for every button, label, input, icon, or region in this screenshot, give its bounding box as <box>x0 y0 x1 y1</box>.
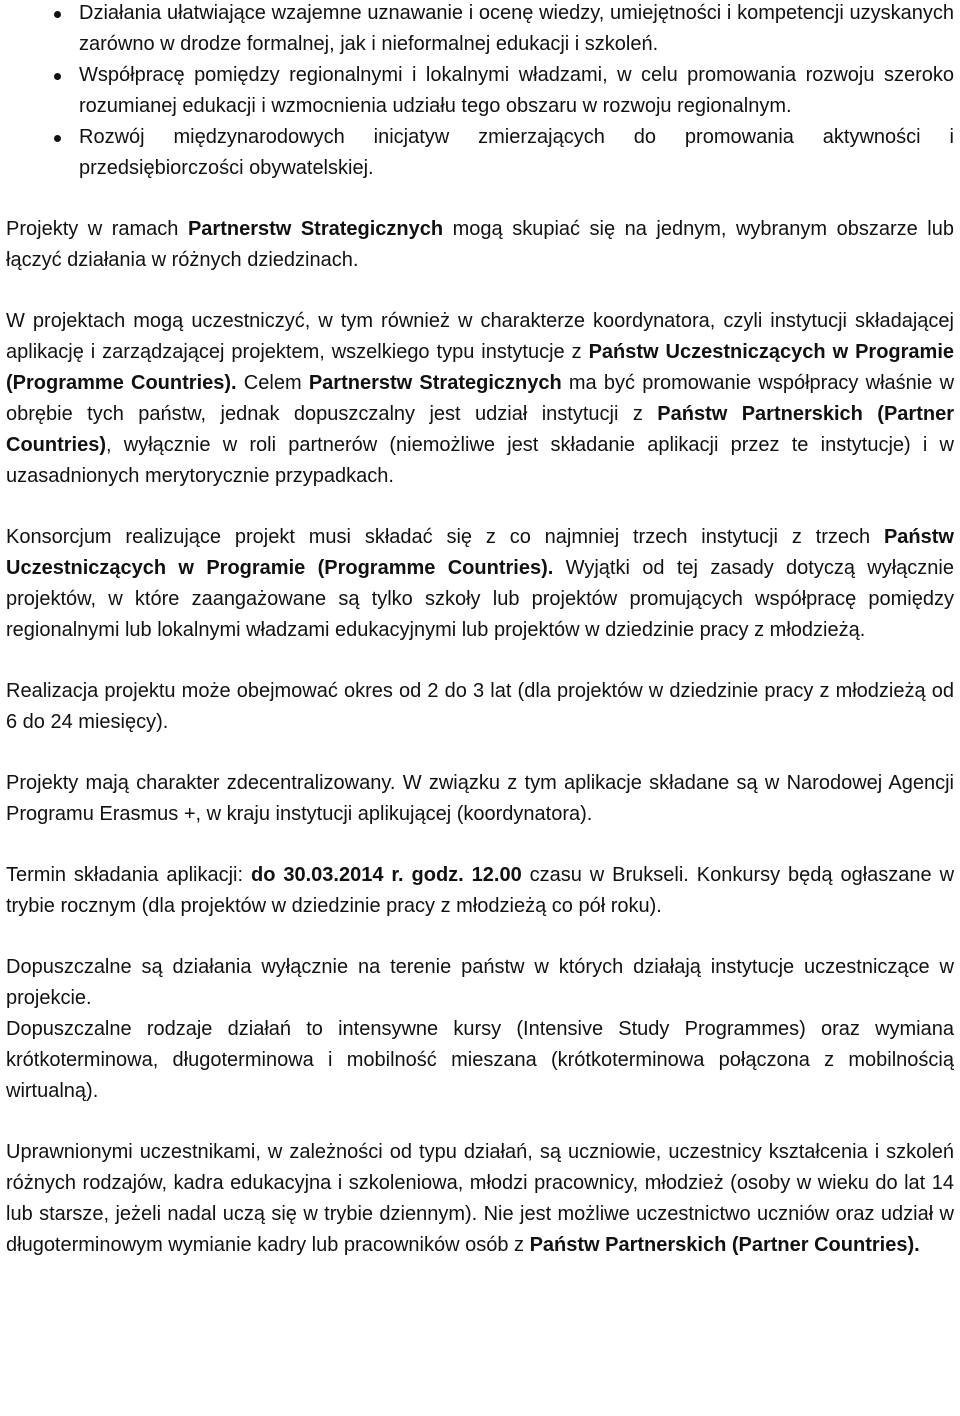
text-run: czasu w Brukseli. Konkursy będą ogłaszane w trybie rocznym (dla projektów w dziedzinie pracy z młodzieżą co pół roku). <box>6 864 955 917</box>
bullet-list <box>6 0 954 184</box>
text-run: Termin składania aplikacji: <box>6 864 251 886</box>
bullet-icon <box>54 73 61 80</box>
spacer <box>6 276 954 306</box>
bullet-text: Rozwój międzynarodowych inicjatyw zmierzających do promowania aktywności i przedsiębiorczości obywatelskiej. <box>79 126 954 179</box>
list-item <box>6 122 954 184</box>
list-item <box>6 60 954 122</box>
bold-run: Państw Uczestniczących w Programie (Programme Countries). <box>6 526 954 579</box>
text-run: Celem <box>236 372 309 394</box>
paragraph-partnerships-scope <box>6 214 954 276</box>
list-item <box>6 0 954 60</box>
paragraph-duration: Realizacja projektu może obejmować okres od 2 do 3 lat (dla projektów w dziedzinie pracy z młodzieżą od 6 do 24 miesięcy). <box>6 680 954 733</box>
text-run: Konsorcjum realizujące projekt musi składać się z co najmniej trzech instytucji z trzech <box>6 526 884 548</box>
paragraph-eligible-participants <box>6 1137 954 1261</box>
paragraph-participants <box>6 306 954 492</box>
bullet-icon <box>54 11 61 18</box>
text-run: ma być promowanie współpracy właśnie w obrębie tych państw, jednak dopuszczalny jest udział instytucji z <box>6 372 955 425</box>
bold-run: Partnerstw Strategicznych <box>308 372 562 394</box>
bold-run: Państw Uczestniczących w Programie (Programme Countries). <box>6 341 955 394</box>
text-run: W projektach mogą uczestniczyć, w tym również w charakterze koordynatora, czyli instytucji składającej aplikację i zarządzającej projektem, wszelkiego typu instytucje z <box>6 310 954 363</box>
spacer <box>6 830 954 860</box>
text-run: Uprawnionymi uczestnikami, w zależności od typu działań, są uczniowie, uczestnicy kształcenia i szkoleń różnych rodzajów, kadra edukacyjna i szkoleniowa, młodzi pracownicy, młodzież (osoby w wieku do lat 14 lub starsze, jeżeli nadal uczą się w trybie dziennym). Nie jest możliwe uczestnictwo uczniów oraz udział w długoterminowym wymianie kadry lub pracowników osób z <box>6 1141 954 1256</box>
text-run: , wyłącznie w roli partnerów (niemożliwe jest składanie aplikacji przez te instytucje) i w uzasadnionych merytorycznie przypadkach. <box>6 434 954 487</box>
paragraph-decentralized: Projekty mają charakter zdecentralizowany. W związku z tym aplikacje składane są w Narodowej Agencji Programu Erasmus +, w kraju instytucji aplikującej (koordynatora). <box>6 772 954 825</box>
spacer <box>6 492 954 522</box>
spacer <box>6 1107 954 1137</box>
text-run: Projekty w ramach <box>6 218 188 240</box>
bullet-icon <box>54 135 61 142</box>
paragraph-deadline <box>6 860 954 922</box>
bold-run: Partnerstw Strategicznych <box>187 218 444 240</box>
bullet-text: Współpracę pomiędzy regionalnymi i lokalnymi władzami, w celu promowania rozwoju szeroko rozumianej edukacji i wzmocnienia udziału tego obszaru w rozwoju regionalnym. <box>79 64 954 117</box>
bold-run: Państw Partnerskich (Partner Countries) <box>6 403 955 456</box>
text-run: mogą skupiać się na jednym, wybranym obszarze lub łączyć działania w różnych dziedzinach. <box>6 218 954 271</box>
spacer <box>6 646 954 676</box>
paragraph-consortium <box>6 522 954 646</box>
bold-run: Państw Partnerskich (Partner Countries). <box>529 1234 920 1256</box>
spacer <box>6 738 954 768</box>
bullet-text: Działania ułatwiające wzajemne uznawanie i ocenę wiedzy, umiejętności i kompetencji uzyskanych zarówno w drodze formalnej, jak i nieformalnej edukacji i szkoleń. <box>79 2 954 55</box>
paragraph-territory: Dopuszczalne są działania wyłącznie na terenie państw w których działają instytucje uczestniczące w projekcie. <box>6 956 954 1009</box>
spacer <box>6 184 954 214</box>
bold-run: do 30.03.2014 r. godz. 12.00 <box>250 864 522 886</box>
paragraph-activity-types: Dopuszczalne rodzaje działań to intensywne kursy (Intensive Study Programmes) oraz wymiana krótkoterminowa, długoterminowa i mobilność mieszana (krótkoterminowa połączona z mobilnością wirtualną). <box>6 1018 954 1102</box>
spacer <box>6 922 954 952</box>
text-run: Wyjątki od tej zasady dotyczą wyłącznie projektów, w które zaangażowane są tylko szkoły lub projektów promujących współpracę pomiędzy regionalnymi lub lokalnymi władzami edukacyjnymi lub projektów w dziedzinie pracy z młodzieżą. <box>6 557 954 641</box>
